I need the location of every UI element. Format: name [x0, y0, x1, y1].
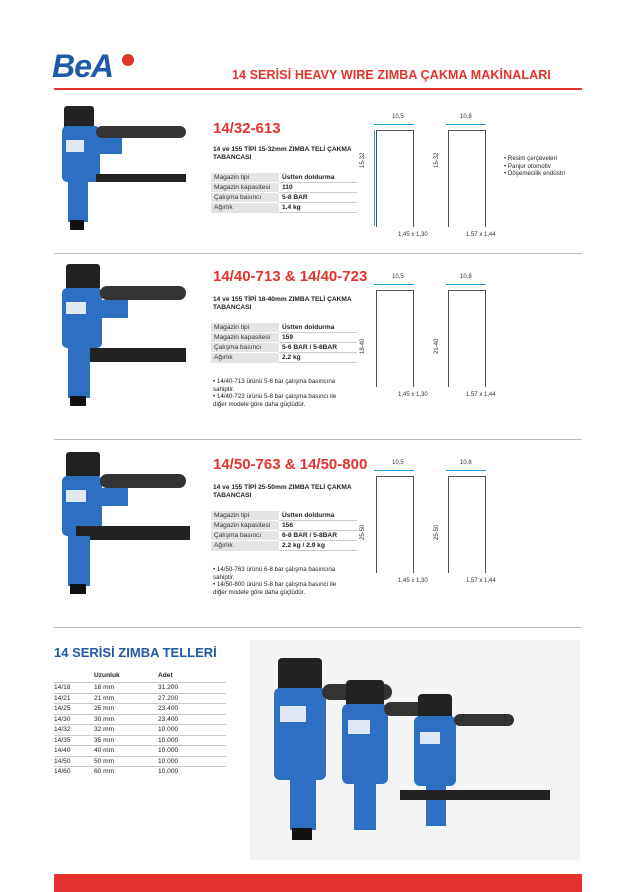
table-row: 14/25 25 mm 23.400: [54, 704, 226, 715]
spec-key: Çalışma basıncı: [211, 343, 279, 353]
height-label: 25-50: [434, 524, 440, 540]
diameter-label: 1,57 x 1,44: [466, 578, 496, 584]
table-row: 14/40 40 mm 10.000: [54, 746, 226, 757]
height-label: 18-40: [360, 338, 366, 354]
use-list: [504, 155, 565, 178]
spec-value: 6-8 BAR / 5-8BAR: [279, 531, 357, 541]
width-label: 10,5: [392, 114, 404, 120]
spec-value: Üstten doldurma: [279, 323, 357, 333]
logo-registered-mark: [122, 54, 134, 66]
spec-row: [211, 541, 357, 551]
note-item: • 14/50-800 ürünü 5-8 bar çalışma basıncı ile diğer modele göre daha güçlüdür.: [213, 581, 337, 596]
col-header: Adet: [158, 671, 173, 679]
spec-value: 5-8 BAR: [279, 193, 357, 203]
table-row: 14/18 18 mm 31.200: [54, 683, 226, 694]
spec-key: Ağırlık: [211, 541, 279, 551]
width-label: 10,5: [392, 460, 404, 466]
table-row: 14/32 32 mm 10.000: [54, 725, 226, 736]
spec-row: [211, 203, 357, 213]
table-row: 14/35 35 mm 10.000: [54, 735, 226, 746]
footer-bar: [54, 874, 582, 892]
table-row: 14/50 50 mm 10.000: [54, 756, 226, 767]
diameter-label: 1,57 x 1,44: [466, 232, 496, 238]
spec-value: Üstten doldurma: [279, 173, 357, 183]
spec-value: 110: [279, 183, 357, 193]
diameter-label: 1,57 x 1,44: [466, 392, 496, 398]
spec-table: [211, 510, 357, 551]
spec-row: [211, 193, 357, 203]
product-subtitle: 14 ve 155 TİPİ 18-40mm ZIMBA TELİ ÇAKMA TABANCASI: [213, 296, 352, 311]
diameter-label: 1,45 x 1,30: [398, 232, 428, 238]
col-header: Uzunluk: [94, 671, 120, 679]
header-rule: [54, 88, 582, 90]
col-header: [54, 670, 94, 683]
spec-row: [211, 343, 357, 353]
product-subtitle: 14 ve 155 TİPİ 25-50mm ZIMBA TELİ ÇAKMA TABANCASI: [213, 484, 352, 499]
spec-row: [211, 521, 357, 531]
use-item: • Panjur otomotiv: [504, 162, 551, 170]
spec-value: 156: [279, 521, 357, 531]
spec-row: [211, 531, 357, 541]
width-label: 10,5: [392, 274, 404, 280]
note-item: • 14/40-723 ürünü 5-8 bar çalışma basıncı ile diğer modele göre daha güçlüdür.: [213, 393, 337, 408]
spec-row: [211, 183, 357, 193]
spec-value: 159: [279, 333, 357, 343]
spec-row: [211, 333, 357, 343]
section-divider: [54, 253, 582, 254]
table-row: 14/30 30 mm 23.400: [54, 714, 226, 725]
spec-value: 2.2 kg: [279, 353, 357, 363]
staple-shape: [448, 130, 486, 227]
product-group-image: [250, 640, 580, 860]
use-item: • Resim çerçeveleri: [504, 155, 558, 162]
table-row: 14/21 21 mm 27.200: [54, 693, 226, 704]
spec-table: [211, 322, 357, 363]
width-label: 10,8: [460, 114, 472, 120]
staple-shape: [376, 290, 414, 387]
spec-row: [211, 323, 357, 333]
spec-table: [211, 172, 357, 213]
spec-value: Üstten doldurma: [279, 511, 357, 521]
spec-value: 5-6 BAR / 5-8BAR: [279, 343, 357, 353]
spec-value: 2.2 kg / 2.9 kg: [279, 541, 357, 551]
table-row: 14/60 60 mm 10.000: [54, 767, 226, 777]
spec-key: Magazin kapasitesi: [211, 333, 279, 343]
product-model: 14/50-763 & 14/50-800: [213, 456, 368, 473]
section-divider: [54, 627, 582, 628]
height-label: 15-32: [434, 152, 440, 168]
staple-shape: [448, 290, 486, 387]
spec-key: Magazin tipi: [211, 323, 279, 333]
product-subtitle: 14 ve 155 TİPİ 15-32mm ZIMBA TELİ ÇAKMA TABANCASI: [213, 146, 352, 161]
bea-logo: [52, 50, 142, 86]
width-label: 10,8: [460, 460, 472, 466]
height-label: 21-40: [434, 338, 440, 354]
staple-shape: [448, 476, 486, 573]
staple-shape: [376, 130, 414, 227]
product-image-14-40: [56, 262, 196, 422]
product-model: 14/32-613: [213, 120, 281, 137]
staples-section-title: 14 SERİSİ ZIMBA TELLERİ: [54, 645, 217, 660]
logo-text: BeA: [52, 48, 114, 84]
height-label: 25-50: [360, 524, 366, 540]
staple-diagram: [362, 268, 502, 408]
height-label: 15-32: [360, 152, 366, 168]
product-notes: [213, 566, 343, 596]
spec-key: Çalışma basıncı: [211, 531, 279, 541]
spec-key: Ağırlık: [211, 353, 279, 363]
product-image-14-50: [56, 450, 196, 600]
product-model: 14/40-713 & 14/40-723: [213, 268, 368, 285]
spec-key: Magazin kapasitesi: [211, 183, 279, 193]
spec-row: [211, 353, 357, 363]
staple-shape: [376, 476, 414, 573]
staples-header-row: [54, 670, 226, 683]
staple-diagram: [362, 108, 502, 248]
width-label: 10,8: [460, 274, 472, 280]
product-image-14-32-613: [56, 104, 191, 234]
page-title: 14 SERİSİ HEAVY WIRE ZIMBA ÇAKMA MAKİNALARI: [232, 68, 551, 82]
spec-key: Magazin tipi: [211, 173, 279, 183]
diameter-label: 1,45 x 1,30: [398, 578, 428, 584]
staple-diagram: [362, 454, 502, 594]
spec-key: Ağırlık: [211, 203, 279, 213]
product-notes: [213, 378, 343, 408]
spec-key: Magazin kapasitesi: [211, 521, 279, 531]
section-divider: [54, 439, 582, 440]
note-item: • 14/50-763 ürünü 6-8 bar çalışma basıncına sahiptir.: [213, 566, 336, 581]
staples-table: [54, 670, 226, 777]
spec-key: Çalışma basıncı: [211, 193, 279, 203]
spec-key: Magazin tipi: [211, 511, 279, 521]
spec-row: [211, 173, 357, 183]
spec-row: [211, 511, 357, 521]
diameter-label: 1,45 x 1,30: [398, 392, 428, 398]
spec-value: 1.4 kg: [279, 203, 357, 213]
use-item: • Döşemecilik endüstri: [504, 170, 565, 177]
note-item: • 14/40-713 ürünü 5-6 bar çalışma basıncına sahiptir.: [213, 378, 336, 393]
